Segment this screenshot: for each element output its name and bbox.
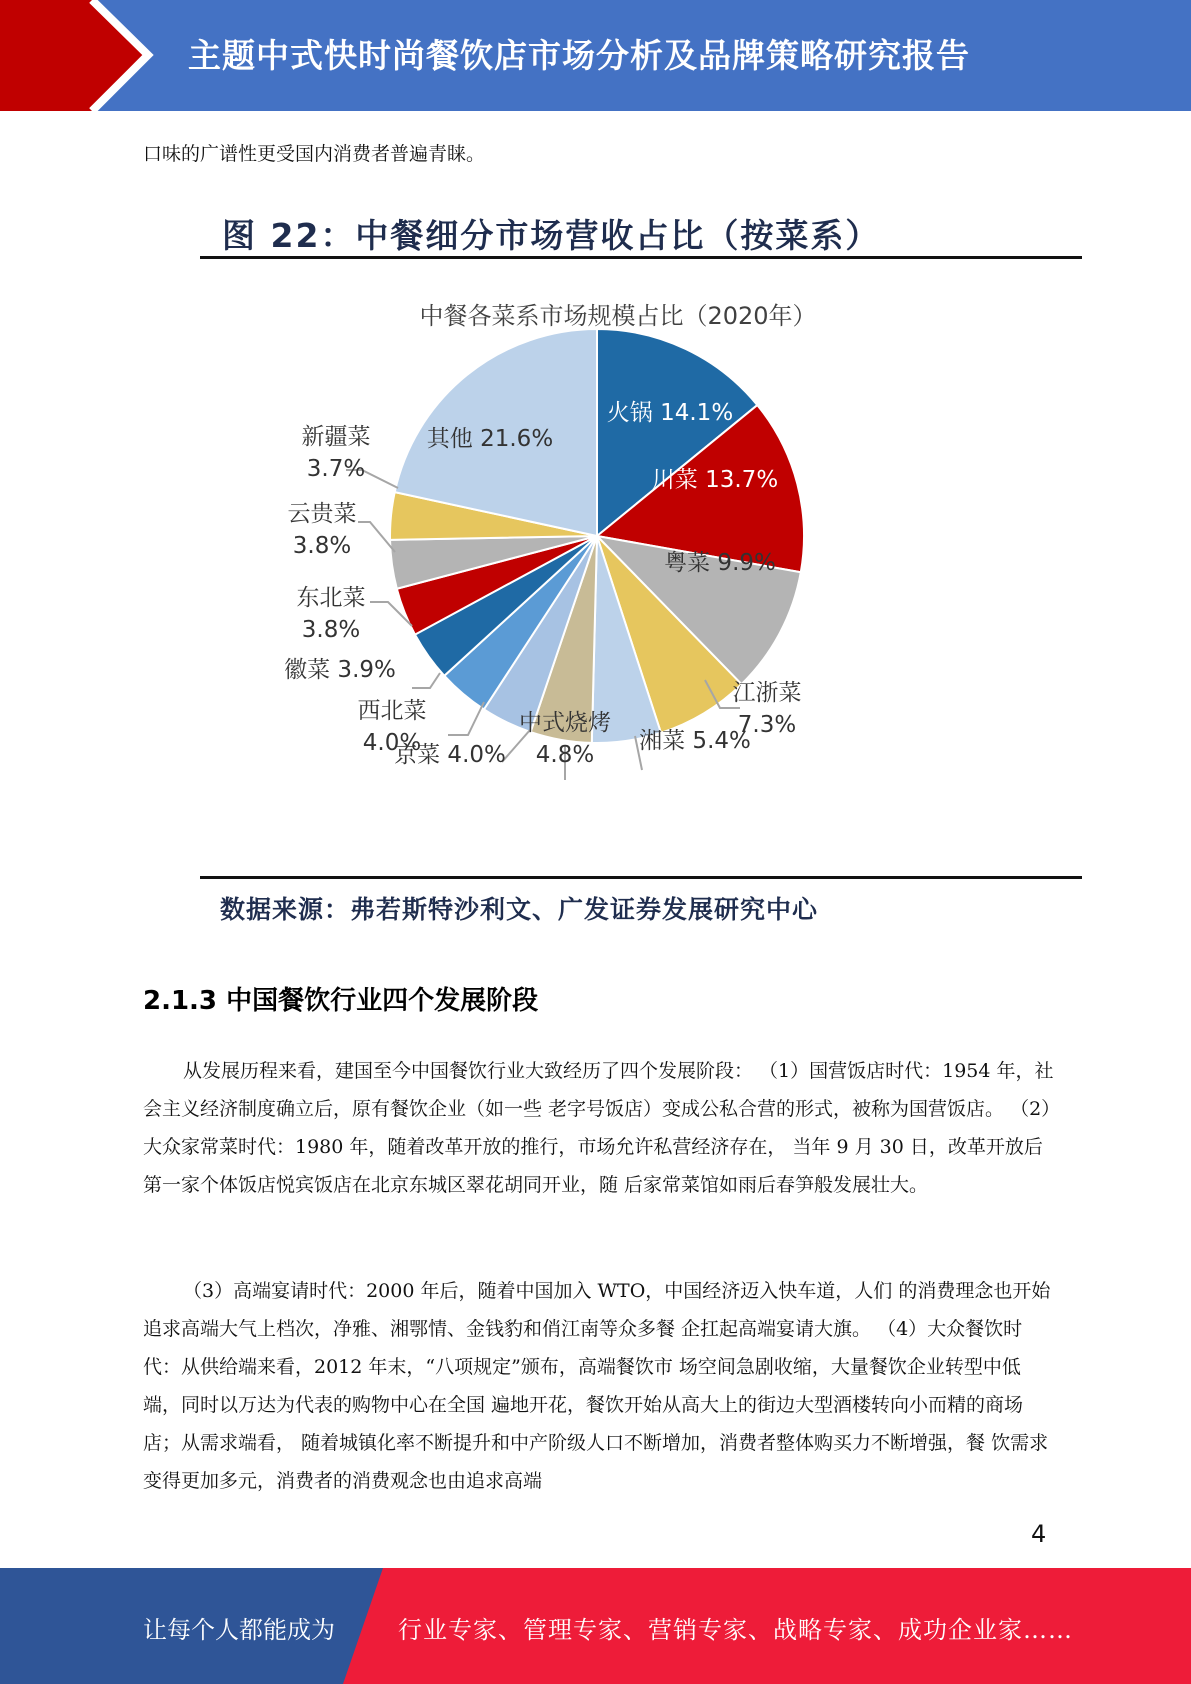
leader-line-9 [412,673,440,688]
slice-label-3: 粤菜 9.9% [664,550,776,576]
header-band [0,0,1191,111]
slice-label-4: 江浙菜 7.3% [732,680,802,738]
figure-title: 图 22：中餐细分市场营收占比（按菜系） [222,216,881,255]
intro-paragraph: 口味的广谱性更受国内消费者普遍青睐。 [143,143,486,165]
chart-title: 中餐各菜系市场规模占比（2020年） [419,302,817,330]
slice-label-9: 徽菜 3.9% [284,657,396,683]
pie-chart [200,280,1082,870]
slice-label-13: 其他 21.6% [426,426,554,452]
slice-label-10: 东北菜 3.8% [296,585,366,643]
body-paragraph-2: （3）高端宴请时代：2000 年后，随着中国加入 WTO，中国经济迈入快车道，人们 的消费理念也开始追求高端大气上档次，净雅、湘鄂情、金钱豹和俏江南等众多餐 企扛起高端宴请大旗。 （4）大众餐饮时代：从供给端来看，2012 年末，“八项规定”颁布，高端餐饮市 场空间急剧收缩，大量餐饮企业转型中低端，同时以万达为代表的购物中心在全国 遍地开花，餐饮开始从高大上的街边大型酒楼转向小而精的商场店；从需求端看， 随着城镇化率不断提升和中产阶级人口不断增加，消费者整体购买力不断增强，餐 饮需求变得更加多元，消费者的消费观念也由追求高端 [143,1280,1051,1492]
slice-label-1: 火锅 14.1% [606,400,734,426]
footer-band [0,1568,1191,1684]
slice-label-8: 西北菜 4.0% [357,698,427,756]
figure-source: 数据来源：弗若斯特沙利文、广发证券发展研究中心 [220,895,819,924]
footer-slogan-right: 行业专家、管理专家、营销专家、战略专家、成功企业家…… [398,1616,1073,1644]
page-number: 4 [1031,1520,1047,1548]
body-paragraph-1: 从发展历程来看，建国至今中国餐饮行业大致经历了四个发展阶段： （1）国营饭店时代：1954 年，社会主义经济制度确立后，原有餐饮企业（如一些 老字号饭店）变成公私合营的形式，被称为国营饭店。 （2）大众家常菜时代：1980 年，随着改革开放的推行，市场允许私营经济存在， 当年 9 月 30 日，改革开放后第一家个体饭店悦宾饭店在北京东城区翠花胡同开业，随 后家常菜馆如雨后春笋般发展壮大。 [143,1060,1054,1196]
slice-label-11: 云贵菜 3.8% [287,501,357,559]
slice-label-12: 新疆菜 3.7% [301,424,371,482]
slice-label-5: 湘菜 5.4% [639,728,751,754]
figure-bottom-rule [200,876,1082,879]
section-heading: 2.1.3 中国餐饮行业四个发展阶段 [143,986,539,1016]
figure-22 [200,200,1082,940]
figure-top-rule [200,256,1082,259]
slice-label-6: 中式烧烤 4.8% [519,710,611,768]
slice-label-7: 京菜 4.0% [394,742,506,768]
report-title: 主题中式快时尚餐饮店市场分析及品牌策略研究报告 [188,36,970,75]
footer-slogan-left: 让每个人都能成为 [143,1616,335,1644]
slice-label-2: 川菜 13.7% [651,467,779,493]
